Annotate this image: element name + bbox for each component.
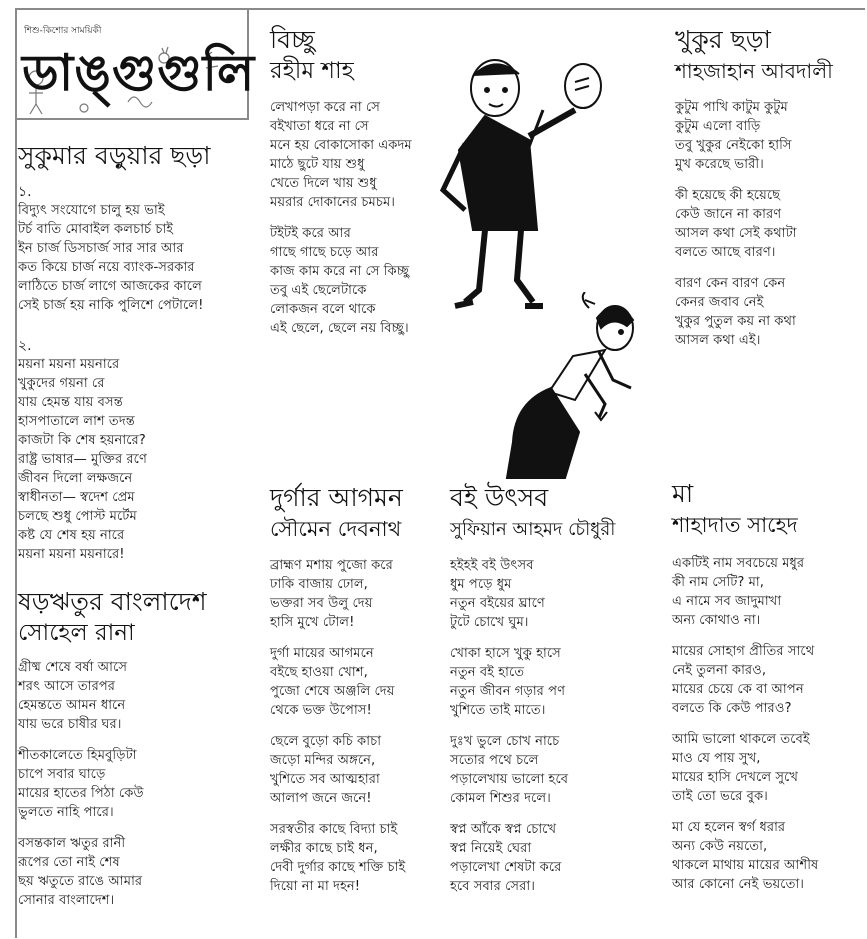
verse-line: আসল কথা এই। [675,333,761,348]
stanza [450,644,665,720]
verse-line: ময়রার দোকানের চমচম। [270,195,395,210]
verse-line: সোনার বাংলাদেশ। [18,893,115,908]
verse-line: মা যে হলেন স্বর্গ ধরার [672,820,786,835]
verse-line: তাই তো ভরে বুক। [672,789,768,804]
verse-line: ধুম পড়ে ধুম [450,577,512,592]
section-number: ২. [18,338,32,354]
masthead-subtitle: শিশু-কিশোর সাময়িকী [24,26,102,36]
verse-line: থেকে ভক্ত উপোস! [270,703,372,718]
poem-title: বিচ্ছু [270,25,315,54]
poem-author: সৌমেন দেবনাথ [270,517,402,541]
stanza [672,554,862,630]
poem-author: শাহাদাত সাহেদ [672,513,798,537]
verse-line: নতুন জীবন গড়ার পণ [450,684,566,699]
verse-line: মায়ের সোহাগ প্রীতির সাথে [672,644,815,659]
verse-line: সরস্বতীর কাছে বিদ্যা চাই [270,822,398,837]
verse-line: দুর্গা মায়ের আগমনে [270,646,374,661]
verse-line: ভক্তরা সব উলু দেয় [270,596,373,611]
verse-line: মায়ের হাসি দেখলে সুখে [672,770,799,785]
stanza [270,556,450,632]
verse-line: খুশিতে তাই মাতে। [450,703,546,718]
verse-line: অন্য কেউ নয়তো, [672,839,768,854]
verse-line: ইন চার্জ ডিসচার্জ সার সার আর [18,241,184,256]
verse-line: কষ্ট যে শেষ হয় নারে [18,528,125,543]
verse-line: চলছে শুধু পোস্ট মর্টেম [18,509,137,524]
stanza [18,355,258,564]
stanza [18,834,258,910]
stanza [672,818,862,894]
stanza [450,732,665,808]
verse-line: নতুন বই হাতে [450,665,525,680]
verse-line: খোকা হাসে খুকু হাসে [450,646,561,661]
verse-line: হাসি মুখে টোল! [270,615,355,630]
verse-line: গাছে গাছে চড়ে আর [270,245,379,260]
verse-line: মায়ের হাতের পিঠা কেউ [18,786,144,801]
verse-line: তবু খুকুর নেইকো হাসি [675,138,792,153]
stanza [270,224,450,338]
verse-line: আর কোনো নেই ভয়তো। [672,877,805,892]
verse-line: শীতকালেতে হিমবুড়িটা [18,748,137,763]
verse-line: এই ছেলে, ছেলে নয় বিচ্ছু। [270,321,409,336]
poem-author: সুফিয়ান আহমদ চৌধুরী [450,519,616,540]
stanza [675,186,860,262]
stanza [18,658,258,734]
verse-line: লোকজন বলে থাকে [270,302,376,317]
verse-line: টইটই করে আর [270,226,351,241]
poem-title: মা [672,479,694,508]
verse-line: একটিই নাম সবচেয়ে মধুর [672,556,805,571]
verse-line: কুটুম পাখি কাটুম কুটুম [675,100,788,115]
verse-line: ঢাকি বাজায় ঢোল, [270,577,368,592]
poem-khukur [675,24,860,350]
verse-line: বলতে আছে বারণ। [675,245,776,260]
verse-line: মাও যে পায় সুখ, [672,751,761,766]
poem-title: ষড়ঋতুর বাংলাদেশ [18,587,207,616]
verse-line: মায়ের চেয়ে কে বা আপন [672,682,804,697]
verse-line: যায় ভরে চাষীর ঘর। [18,717,122,732]
verse-line: লক্ষীর কাছে চাই ধন, [270,841,378,856]
poem-section [18,183,258,315]
verse-line: হবে সবার সেরা। [450,879,535,894]
verse-line: ভুলতে নাহি পারে। [18,805,114,820]
verse-line: ময়না ময়না ময়নারে! [18,547,125,562]
verse-line: তবু এই ছেলেটাকে [270,283,367,298]
verse-line: বইখাতা ধরে না সে [270,119,369,134]
stanza [270,644,450,720]
section-number: ১. [18,184,32,200]
poem-boi [450,482,665,896]
stanza [18,746,258,822]
verse-line: সতোর পথে চলে [450,753,539,768]
poem-ma [672,478,862,894]
stanza [450,820,665,896]
verse-line: পড়ালেখা শেষটা করে [450,860,562,875]
poem-author: রহীম শাহ [270,58,354,84]
verse-line: রূপের তো নাই শেষ [18,855,120,870]
verse-line: বলতে কি কেউ পারও? [672,701,792,716]
verse-line: গ্রীষ্ম শেষে বর্ষা আসে [18,660,128,675]
verse-line: পড়ালেখায় ভালো হবে [450,772,569,787]
verse-line: যায় হেমন্ত যায় বসন্ত [18,395,123,410]
girl-illustration-icon [495,292,645,482]
verse-line: রাষ্ট্র ভাষার— মুক্তির রণে [18,452,147,467]
verse-line: বইছে হাওয়া খোশ, [270,665,368,680]
stanza [675,98,860,174]
verse-line: নেই তুলনা কারও, [672,663,767,678]
poem-title: খুকুর ছড়া [675,25,771,54]
verse-line: ব্রাহ্মণ মশায় পুজো করে [270,558,393,573]
verse-line: হেমন্ততে আমন ধানে [18,698,126,713]
verse-line: টর্চ বাতি মোবাইল কলচার্চ চাই [18,222,174,237]
verse-line: মাঠে ছুটে যায় শুধু [270,157,365,172]
stanza [672,642,862,718]
poem-author: শাহজাহান আবদালী [675,59,833,83]
verse-line: স্বপ্ন আঁকে স্বপ্ন চোখে [450,822,557,837]
stanza [270,732,450,808]
verse-line: কেউ জানে না কারণ [675,207,782,222]
verse-line: জীবন দিলো লক্ষজনে [18,471,133,486]
poem-title: দুর্গার আগমন [270,483,403,512]
verse-line: হইহই বই উৎসব [450,558,534,573]
verse-line: টুটে চোখে ঘুম। [450,615,529,630]
verse-line: ছেলে বুড়ো কচি কাচা [270,734,382,749]
verse-line: বিদ্যুৎ সংযোগে চালু হয় ভাই [18,203,165,218]
verse-line: কুটুম এলো বাড়ি [675,119,761,134]
stanza [270,820,450,896]
verse-line: পুজো শেষে অঞ্জলি দেয় [270,684,395,699]
verse-line: আলাপ জনে জনে! [270,791,372,806]
poem-title: সুকুমার বড়ুয়ার ছড়া [18,141,211,170]
stanza [270,98,450,212]
verse-line: নতুন বইয়ের ঘ্রাণে [450,596,545,611]
poem-bichchhu [270,24,450,338]
verse-line: দুঃখ ভুলে চোখ নাচে [450,734,560,749]
verse-line: খেতে দিলে খায় শুধু [270,176,377,191]
verse-line: এ নামে সব জাদুমাখা [672,594,782,609]
verse-line: খুশিতে সব আত্মহারা [270,772,380,787]
stanza [450,556,665,632]
poem-durga [270,482,450,896]
boy-drummer-illustration-icon [425,40,605,330]
verse-line: খুকুর পুতুল কয় না কথা [675,314,796,329]
verse-line: স্বপ্ন নিয়েই ঘেরা [450,841,532,856]
verse-line: হাসপাতালে লাশ তদন্ত [18,414,135,429]
verse-line: বারণ কেন বারণ কেন [675,276,786,291]
verse-line: অন্য কোথাও না। [672,613,761,628]
verse-line: লাঠিতে চার্জ লাগে আজকের কালে [18,279,202,294]
verse-line: দেবী দুর্গার কাছে শক্তি চাই [270,860,406,875]
verse-line: কেনর জবাব নেই [675,295,764,310]
verse-line: থাকলে মাথায় মায়ের আশীষ [672,858,819,873]
verse-line: কী নাম সেটি? মা, [672,575,764,590]
verse-line: কী হয়েছে কী হয়েছে [675,188,781,203]
poem-section [18,337,258,564]
poem-title: বই উৎসব [450,483,549,512]
stanza [675,274,860,350]
poem-shadritu [18,586,258,910]
verse-line: জড়ো মন্দির অঙ্গনে, [270,753,376,768]
verse-line: ছয় ঋতুতে রাঙে আমার [18,874,143,889]
verse-line: সেই চার্জ হয় নাকি পুলিশে পেটালে! [18,298,204,313]
verse-line: বসন্তকাল ঋতুর রানী [18,836,126,851]
verse-line: মনে হয় বোকাসোকা একদম [270,138,412,153]
verse-line: স্বাধীনতা— স্বদেশ প্রেম [18,490,135,505]
verse-line: কত কিয়ে চার্জ নয়ে ব্যাংক-সরকার [18,260,195,275]
stanza [672,730,862,806]
poem-sukumar [18,140,258,564]
verse-line: আমি ভালো থাকলে তবেই [672,732,810,747]
verse-line: শরৎ আসে তারপর [18,679,116,694]
poem-author: সোহেল রানা [18,620,135,646]
verse-line: কাজটা কি শেষ হয়নারে? [18,433,146,448]
verse-line: ময়না ময়না ময়নারে [18,357,120,372]
stanza [18,201,258,315]
verse-line: আসল কথা সেই কথাটা [675,226,797,241]
verse-line: দিয়ো না মা দহন! [270,879,361,894]
verse-line: কোমল শিশুর দলে। [450,791,551,806]
masthead-title: ডাঙ্গুগুলি [22,44,256,102]
verse-line: মুখ করেছে ভারী। [675,157,764,172]
verse-line: খুকুদের গয়না রে [18,376,105,391]
verse-line: কাজ কাম করে না সে কিচ্ছু [270,264,410,279]
verse-line: চাপে সবার ঘাড়ে [18,767,106,782]
verse-line: লেখাপড়া করে না সে [270,100,380,115]
